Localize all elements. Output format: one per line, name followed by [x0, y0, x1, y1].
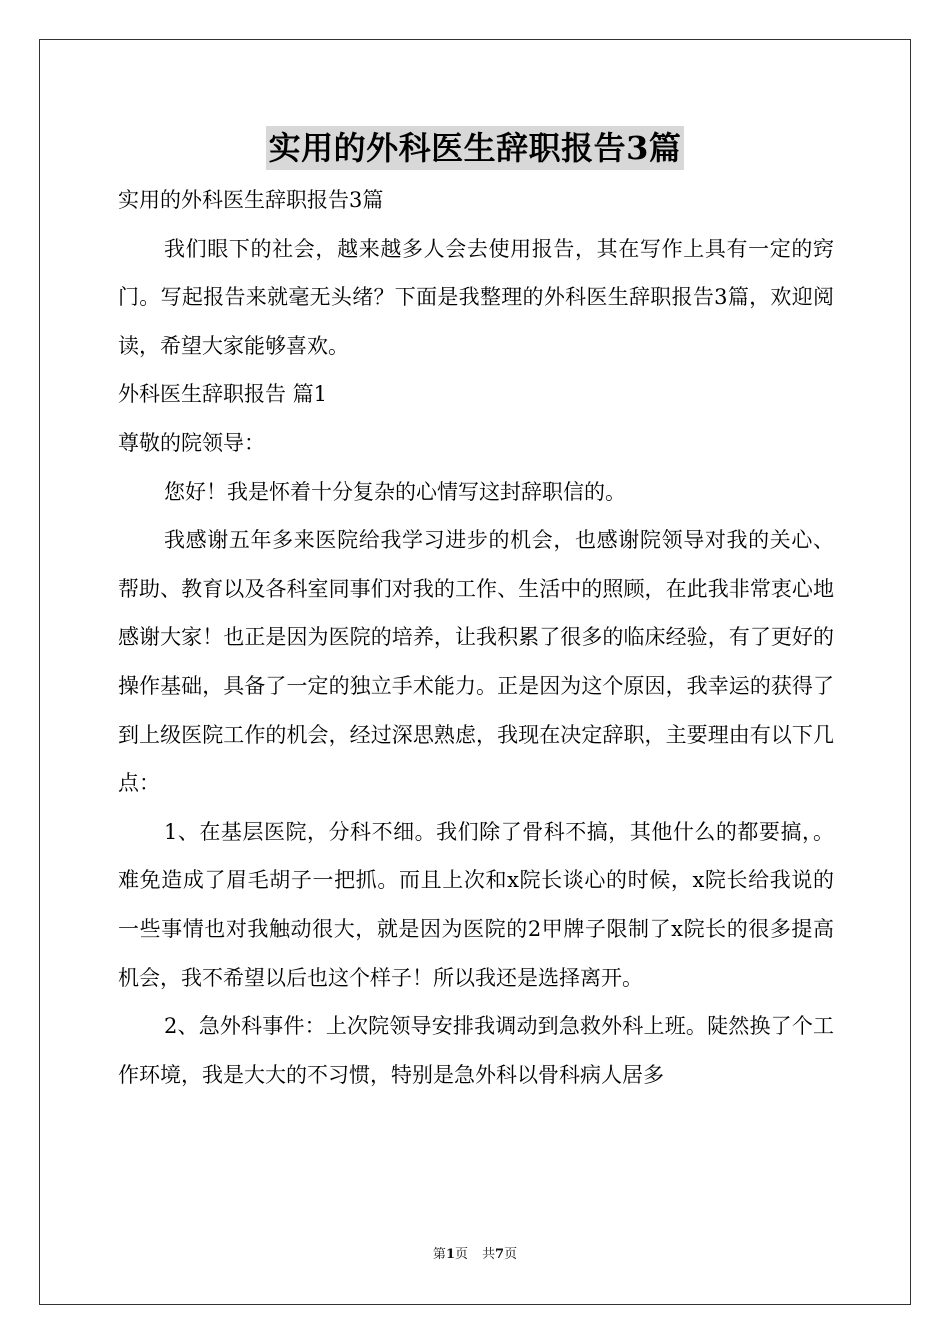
paragraph: 2、急外科事件：上次院领导安排我调动到急救外科上班。陡然换了个工作环境，我是大大的不习惯，特别是急外科以骨科病人居多	[118, 1014, 834, 1087]
document-title: 实用的外科医生辞职报告3篇	[266, 126, 685, 170]
page-prefix: 第	[432, 1247, 446, 1262]
page-footer	[0, 1246, 950, 1264]
page-current: 1	[445, 1247, 455, 1262]
section-heading: 外科医生辞职报告 篇1	[118, 382, 328, 407]
salutation: 尊敬的院领导：	[118, 430, 265, 455]
total-pages: 7	[495, 1247, 505, 1262]
paragraph: 您好！我是怀着十分复杂的心情写这封辞职信的。	[164, 479, 626, 504]
page-suffix: 页	[454, 1247, 468, 1262]
document-body	[118, 176, 834, 1099]
paragraph: 我感谢五年多来医院给我学习进步的机会，也感谢院领导对我的关心、帮助、教育以及各科室同事们对我的工作、生活中的照顾，在此我非常衷心地感谢大家！也正是因为医院的培养，让我积累了很多的临床经验，有了更好的操作基础，具备了一定的独立手术能力。正是因为这个原因，我幸运的获得了到上级医院工作的机会，经过深思熟虑，我现在决定辞职，主要理由有以下几点：	[118, 528, 834, 796]
title-container	[0, 126, 950, 170]
total-suffix: 页	[504, 1247, 518, 1262]
paragraph: 我们眼下的社会，越来越多人会去使用报告，其在写作上具有一定的窍门。写起报告来就毫无头绪？下面是我整理的外科医生辞职报告3篇，欢迎阅读，希望大家能够喜欢。	[118, 236, 834, 358]
paragraph: 1、在基层医院，分科不细。我们除了骨科不搞，其他什么的都要搞，。难免造成了眉毛胡子一把抓。而且上次和x院长谈心的时候，x院长给我说的一些事情也对我触动很大，就是因为医院的2甲牌子限制了x院长的很多提高机会，我不希望以后也这个样子！所以我还是选择离开。	[118, 819, 834, 990]
total-prefix: 共	[482, 1247, 496, 1262]
paragraph: 实用的外科医生辞职报告3篇	[118, 188, 384, 212]
